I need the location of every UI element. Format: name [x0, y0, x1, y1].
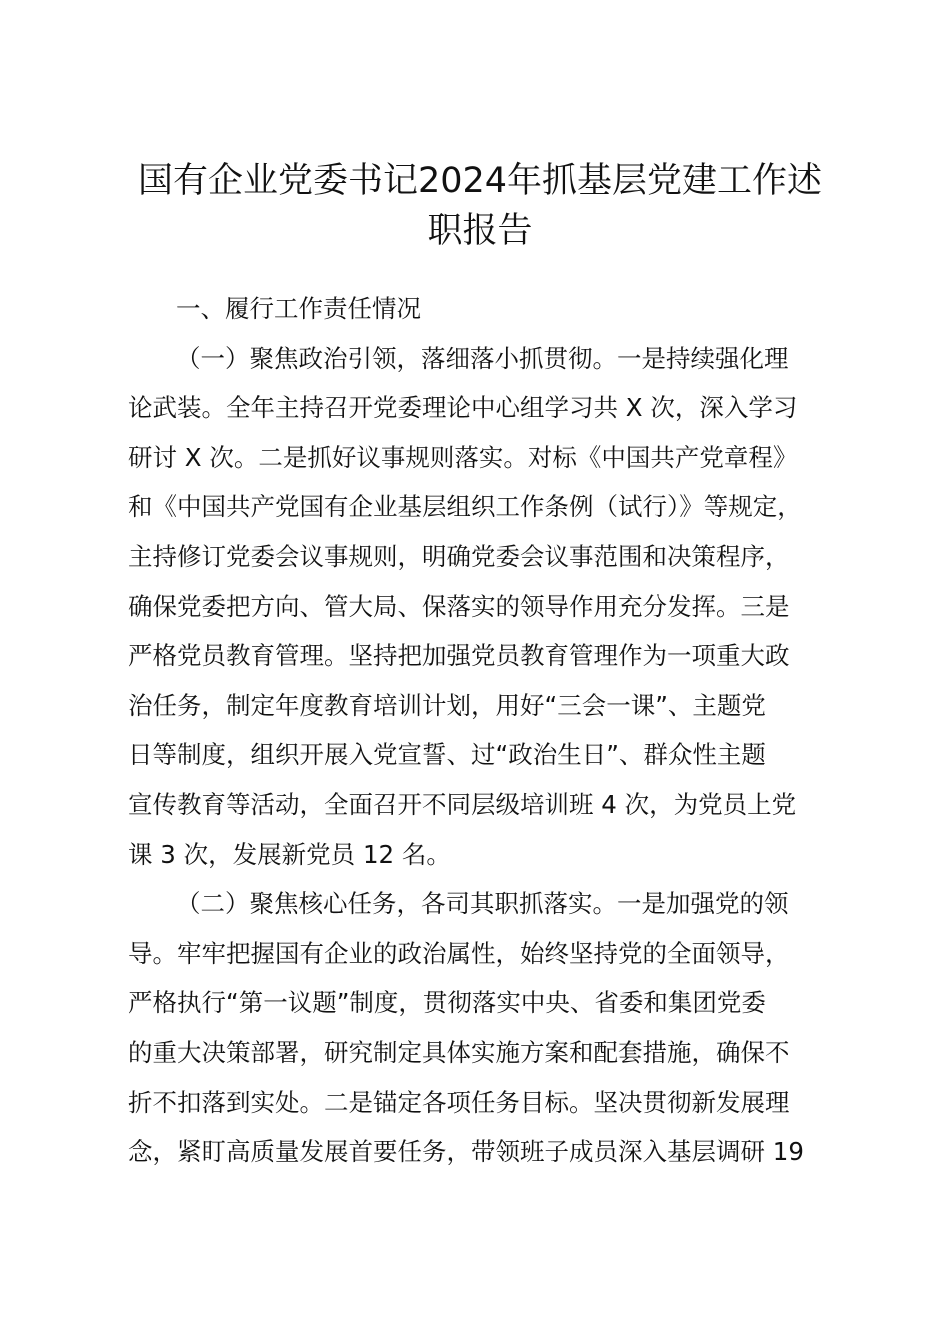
paragraph-line: 课 3 次，发展新党员 12 名。 — [128, 839, 451, 869]
paragraph-line: （一）聚焦政治引领，落细落小抓贯彻。一是持续强化理 — [176, 343, 789, 373]
paragraph-line: 主持修订党委会议事规则，明确党委会议事范围和决策程序， — [128, 541, 790, 571]
paragraph-line: 念，紧盯高质量发展首要任务，带领班子成员深入基层调研 19 — [128, 1137, 804, 1167]
paragraph-line: 的重大决策部署，研究制定具体实施方案和配套措施，确保不 — [128, 1037, 790, 1067]
paragraph-line: 治任务，制定年度教育培训计划，用好“三会一课”、主题党 — [128, 690, 766, 720]
paragraph-line: 和《中国共产党国有企业基层组织工作条例（试行）》等规定， — [128, 492, 802, 522]
paragraph-line: 确保党委把方向、管大局、保落实的领导作用充分发挥。三是 — [128, 591, 790, 621]
paragraph-line: （二）聚焦核心任务，各司其职抓落实。一是加强党的领 — [176, 889, 789, 919]
title-line-2: 职报告 — [427, 211, 533, 251]
document-title — [120, 156, 840, 256]
paragraph-line: 折不扣落到实处。二是锚定各项任务目标。坚决贯彻新发展理 — [128, 1087, 790, 1117]
paragraph-line: 严格党员教育管理。坚持把加强党员教育管理作为一项重大政 — [128, 641, 790, 671]
paragraph-line: 严格执行“第一议题”制度，贯彻落实中央、省委和集团党委 — [128, 988, 766, 1018]
paragraph-line: 论武装。全年主持召开党委理论中心组学习共 X 次，深入学习 — [128, 393, 798, 423]
paragraph-line: 日等制度，组织开展入党宣誓、过“政治生日”、群众性主题 — [128, 740, 766, 770]
paragraph-line: 导。牢牢把握国有企业的政治属性，始终坚持党的全面领导， — [128, 938, 790, 968]
title-line-1: 国有企业党委书记2024年抓基层党建工作述 — [137, 161, 823, 201]
document-body — [128, 284, 838, 1177]
paragraph-line: 研讨 X 次。二是抓好议事规则落实。对标《中国共产党章程》 — [128, 442, 798, 472]
section-heading: 一、履行工作责任情况 — [176, 294, 421, 323]
paragraph-line: 宣传教育等活动，全面召开不同层级培训班 4 次，为党员上党 — [128, 789, 797, 819]
